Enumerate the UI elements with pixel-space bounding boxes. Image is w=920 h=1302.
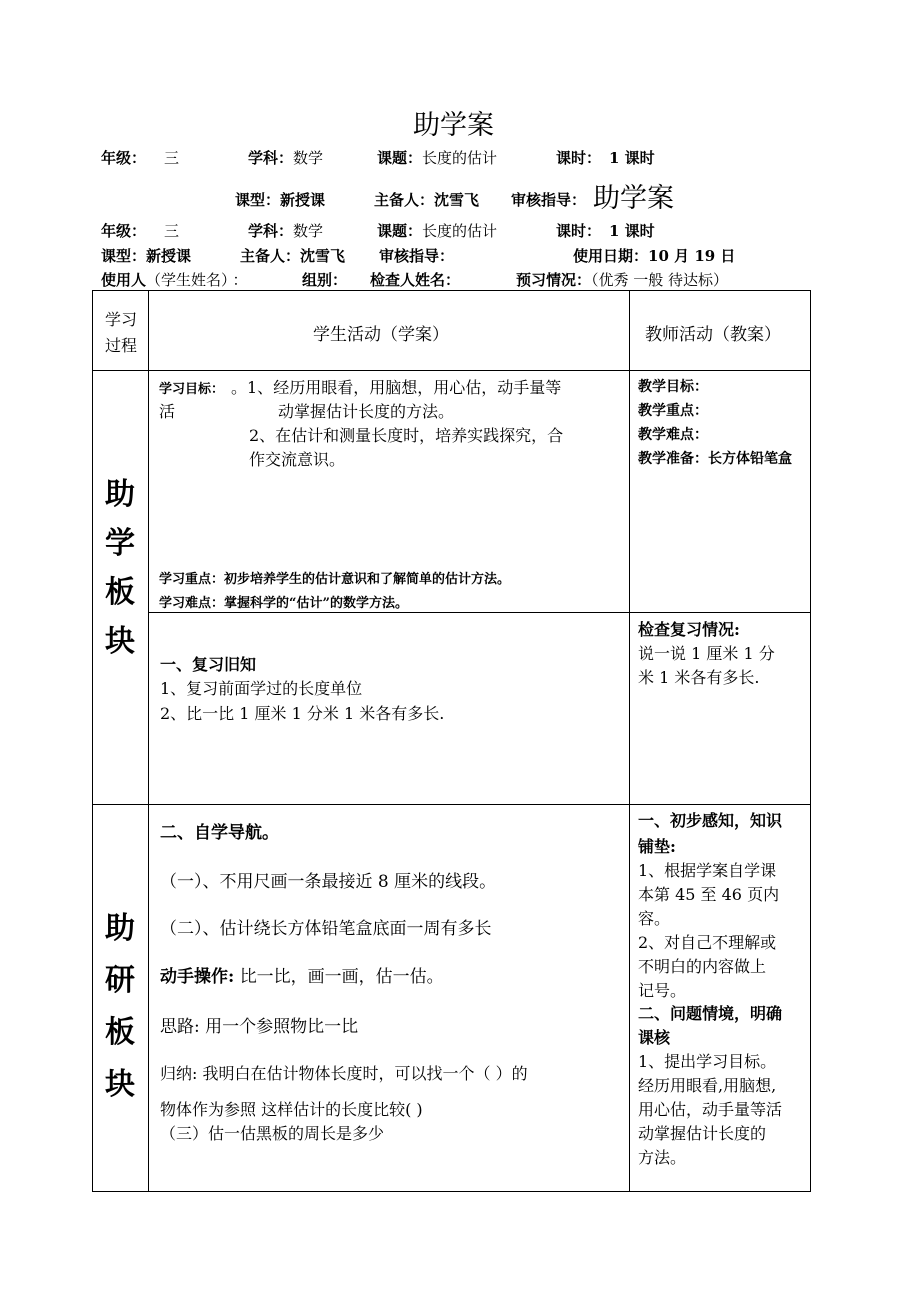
review-item-1: 1、复习前面学过的长度单位	[160, 679, 363, 698]
date-field	[573, 245, 735, 266]
selfstudy-item-2: （二）、估计绕长方体铅笔盒底面一周有多长	[160, 919, 492, 939]
teacher-goal: 教学目标：	[638, 379, 708, 395]
subject-label: 学科：	[248, 222, 294, 240]
teacher-h1-a: 一、初步感知，知识	[638, 811, 783, 830]
user-label: 使用人	[101, 271, 147, 289]
table-row-divider	[92, 370, 811, 371]
goal1-text-a: 经历用眼看，用脑想，用心估，动手量等	[273, 378, 562, 397]
user-hint: （学生姓名）	[146, 271, 229, 289]
meta-row-3	[101, 220, 179, 241]
grade-value: 三	[164, 222, 180, 240]
teacher-h1-b: 铺垫:	[638, 837, 676, 856]
group-label: 组别：	[302, 271, 348, 289]
section-label-zhuxue: 助 学 板 块	[105, 477, 135, 659]
date-label: 使用日期：	[573, 247, 649, 265]
goal-marker: 。1、	[231, 378, 274, 397]
preview-field	[516, 269, 728, 290]
meta-row-4	[101, 245, 191, 266]
idea-line: 思路: 用一个参照物比一比	[160, 1017, 359, 1037]
prep-value: 长方体铅笔盒	[708, 451, 792, 467]
date-value: 10 月 19 日	[648, 247, 736, 265]
topic-label: 课题：	[377, 149, 423, 167]
summary-line-b: 物体作为参照 这样估计的长度比较( )	[160, 1100, 423, 1119]
table-col-divider	[629, 290, 630, 1191]
prep-label: 教学准备：	[638, 451, 708, 467]
type-value: 新授课	[280, 191, 326, 209]
selfstudy-item-1: （一）、不用尺画一条最接近 8 厘米的线段。	[160, 872, 497, 892]
teacher-p2-c: 记号。	[638, 981, 687, 1000]
table-row-divider	[92, 804, 811, 805]
key-label: 学习重点：	[159, 572, 225, 587]
user-colon: ：	[232, 271, 248, 289]
difficulty-point	[159, 592, 408, 611]
topic-field	[377, 147, 497, 168]
preparer-label: 主备人：	[374, 191, 435, 209]
meta-row-2	[235, 189, 325, 210]
diff-label: 学习难点：	[159, 596, 225, 611]
type-label: 课型：	[101, 247, 147, 265]
diff-text: 掌握科学的“估计”的数学方法。	[224, 596, 408, 611]
preparer-value: 沈雪飞	[434, 191, 480, 209]
teacher-h2-b: 课核	[638, 1028, 671, 1047]
table-border-bottom	[92, 1191, 811, 1192]
checker-label: 检查人姓名：	[370, 271, 461, 289]
goal1-line-c: 动掌握估计长度的方法。	[278, 402, 455, 421]
teacher-p1-b: 本第 45 至 46 页内	[638, 885, 780, 904]
preview-options: （优秀 一般 待达标）	[591, 271, 729, 289]
goal1-line-a	[231, 375, 561, 398]
reviewer-label: 审核指导：	[511, 191, 587, 209]
operation-label: 动手操作:	[160, 967, 235, 987]
subject-value: 数学	[293, 149, 324, 167]
selfstudy-heading: 二、自学导航。	[160, 823, 279, 843]
header-teacher: 教师活动（教案）	[645, 325, 781, 345]
preparer-value: 沈雪飞	[300, 247, 346, 265]
type-label: 课型：	[235, 191, 281, 209]
table-row-divider	[148, 612, 811, 613]
topic-value: 长度的估计	[422, 222, 498, 240]
operation-text: 比一比，画一画，估一估。	[239, 967, 444, 987]
teacher-prep	[638, 448, 792, 468]
teacher-p1-c: 容。	[638, 909, 671, 928]
period-label: 课时：	[556, 149, 602, 167]
table-border-top	[92, 290, 811, 291]
preparer-field	[240, 245, 345, 266]
teacher-p3-d: 动掌握估计长度的	[638, 1124, 767, 1143]
type-value: 新授课	[146, 247, 192, 265]
preview-label: 预习情况：	[516, 271, 592, 289]
subject-label: 学科：	[248, 149, 294, 167]
reviewer-label: 审核指导：	[379, 247, 455, 265]
repeated-title: 助学案	[593, 183, 674, 214]
period-label: 课时：	[556, 222, 602, 240]
teacher-p3-e: 方法。	[638, 1148, 687, 1167]
table-col-divider	[148, 290, 149, 1191]
teacher-check-heading: 检查复习情况:	[638, 620, 740, 639]
page-title: 助学案	[413, 110, 494, 141]
period-value: 1 课时	[609, 149, 655, 167]
meta-row-5	[101, 269, 248, 290]
key-point	[159, 568, 510, 587]
summary-line-a: 归纳: 我明白在估计物体长度时，可以找一个（ ）的	[160, 1064, 528, 1083]
period-field	[556, 147, 655, 168]
subject-field	[248, 220, 323, 241]
period-field	[556, 220, 655, 241]
meta-row-1	[101, 147, 179, 168]
header-student: 学生活动（学案）	[313, 325, 449, 345]
selfstudy-item-3: （三）估一估黑板的周长是多少	[160, 1124, 385, 1143]
goal2-line-a: 2、在估计和测量长度时，培养实践探究，合	[249, 426, 564, 445]
review-item-2: 2、比一比 1 厘米 1 分米 1 米各有多长.	[160, 704, 445, 723]
header-process: 学习 过程	[104, 310, 137, 355]
teacher-p3-a: 1、提出学习目标。	[638, 1052, 777, 1071]
table-border-left	[92, 290, 93, 1191]
section-label-zhuyan: 助 研 板 块	[105, 911, 135, 1102]
goal2-line-b: 作交流意识。	[249, 450, 346, 469]
goal1-line-b: 活	[159, 402, 176, 421]
goal-label: 学习目标：	[159, 382, 225, 397]
topic-label: 课题：	[377, 222, 423, 240]
topic-value: 长度的估计	[422, 149, 498, 167]
grade-label: 年级：	[101, 222, 147, 240]
table-border-right	[810, 290, 811, 1191]
teacher-p1-a: 1、根据学案自学课	[638, 861, 777, 880]
teacher-p2-a: 2、对自己不理解或	[638, 933, 777, 952]
grade-label: 年级：	[101, 149, 147, 167]
operation-line	[160, 962, 444, 987]
subject-field	[248, 147, 323, 168]
grade-value: 三	[164, 149, 180, 167]
teacher-difficulty: 教学难点：	[638, 427, 708, 443]
review-heading: 一、复习旧知	[160, 655, 257, 674]
teacher-p3-c: 用心估，动手量等活	[638, 1100, 783, 1119]
key-text: 初步培养学生的估计意识和了解简单的估计方法。	[224, 572, 511, 587]
teacher-check-text-a: 说一说 1 厘米 1 分	[638, 644, 775, 663]
preparer-field	[374, 189, 479, 210]
teacher-p2-b: 不明白的内容做上	[638, 957, 767, 976]
teacher-h2-a: 二、问题情境，明确	[638, 1004, 783, 1023]
teacher-check-text-b: 米 1 米各有多长.	[638, 668, 760, 687]
period-value: 1 课时	[609, 222, 655, 240]
teacher-p3-b: 经历用眼看,用脑想,	[638, 1076, 777, 1095]
topic-field	[377, 220, 497, 241]
subject-value: 数学	[293, 222, 324, 240]
teacher-key: 教学重点：	[638, 403, 708, 419]
preparer-label: 主备人：	[240, 247, 301, 265]
